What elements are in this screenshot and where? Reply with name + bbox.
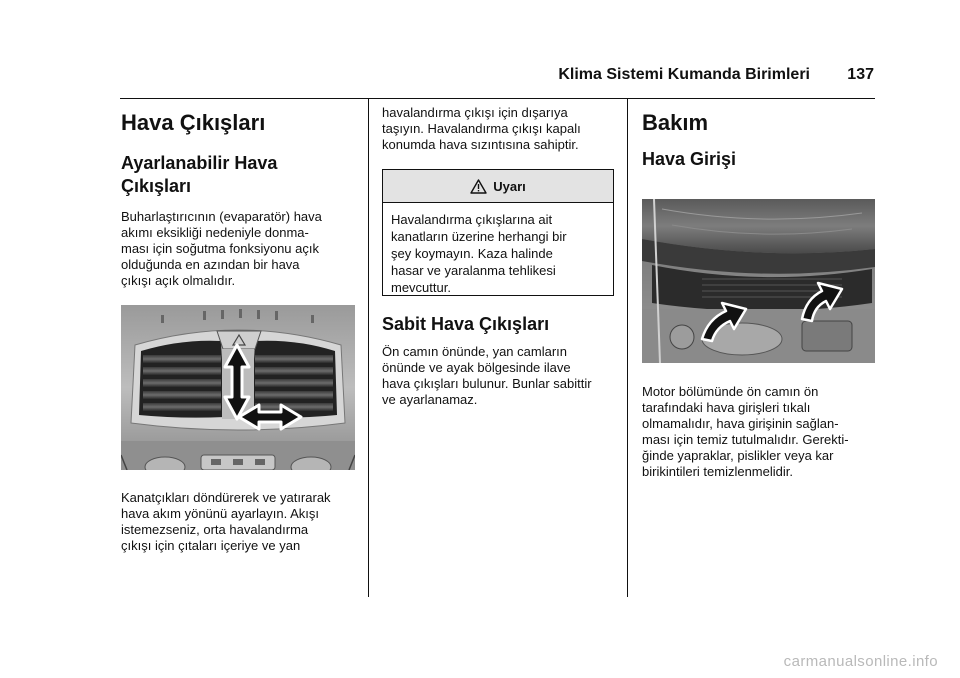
fixed-outlets-paragraph: Ön camın önünde, yan camların önünde ve ayak bölgesinde ilave hava çıkışları bulunur. Bunlar sabittir ve ayarlanamaz. [382,344,592,407]
page-number: 137 [847,66,874,83]
warning-title: Uyarı [493,178,526,194]
intro-paragraph: Buharlaştırıcının (evaparatör) hava akımı eksikliği nedeniyle donma- ması için soğutma fonksiyonu açık olduğunda en azından bir hava çıkışı açık olmalıdır. [121,209,322,288]
vent-figure [121,305,355,470]
dashboard-vents-illustration [121,305,355,470]
warning-header [383,170,613,203]
vent-adjust-paragraph: Kanatçıkları döndürerek ve yatırarak hava akım yönünü ayarlayın. Akışı istemezseniz, orta havalandırma çıkışı için çıtaları içeriye ve yan [121,490,331,553]
continuation-paragraph: havalandırma çıkışı için dışarıya taşıyın. Havalandırma çıkışı kapalı konumda hava sızıntısına sahiptir. [382,105,581,152]
left-column-bottom [121,490,365,554]
subheading-fixed-outlets: Sabit Hava Çıkışları [382,314,550,334]
warning-triangle-icon [470,179,487,194]
section-heading-maintenance: Bakım [642,110,709,135]
subheading-air-intake: Hava Girişi [642,149,737,169]
middle-column-bottom [382,313,622,408]
column-divider-2 [627,99,628,597]
subheading-adjustable-outlets: Ayarlanabilir Hava Çıkışları [121,153,278,196]
middle-column [382,105,618,153]
engine-bay-air-intake-illustration [642,199,875,363]
right-column [642,110,876,171]
right-column-bottom [642,384,878,480]
air-intake-paragraph: Motor bölümünde ön camın ön tarafındaki hava girişleri tıkalı olmamalıdır, hava girişinin sağlan- ması için temiz tutulmalıdır. Gerekti- ğinde yapraklar, pislikler veya kar birikintileri temizlenmelidir. [642,384,849,479]
warning-box [382,169,614,296]
section-heading-air-outlets: Hava Çıkışları [121,110,266,135]
left-column [121,110,361,289]
watermark: carmanualsonline.info [783,653,938,670]
column-divider-1 [368,99,369,597]
header-title: Klima Sistemi Kumanda Birimleri [558,66,810,83]
air-intake-figure [642,199,875,363]
warning-text: Havalandırma çıkışlarına ait kanatların üzerine herhangi bir şey koymayın. Kaza halinde hasar ve yaralanma tehlikesi mevcuttur. [391,212,567,295]
header-rule [120,98,875,99]
